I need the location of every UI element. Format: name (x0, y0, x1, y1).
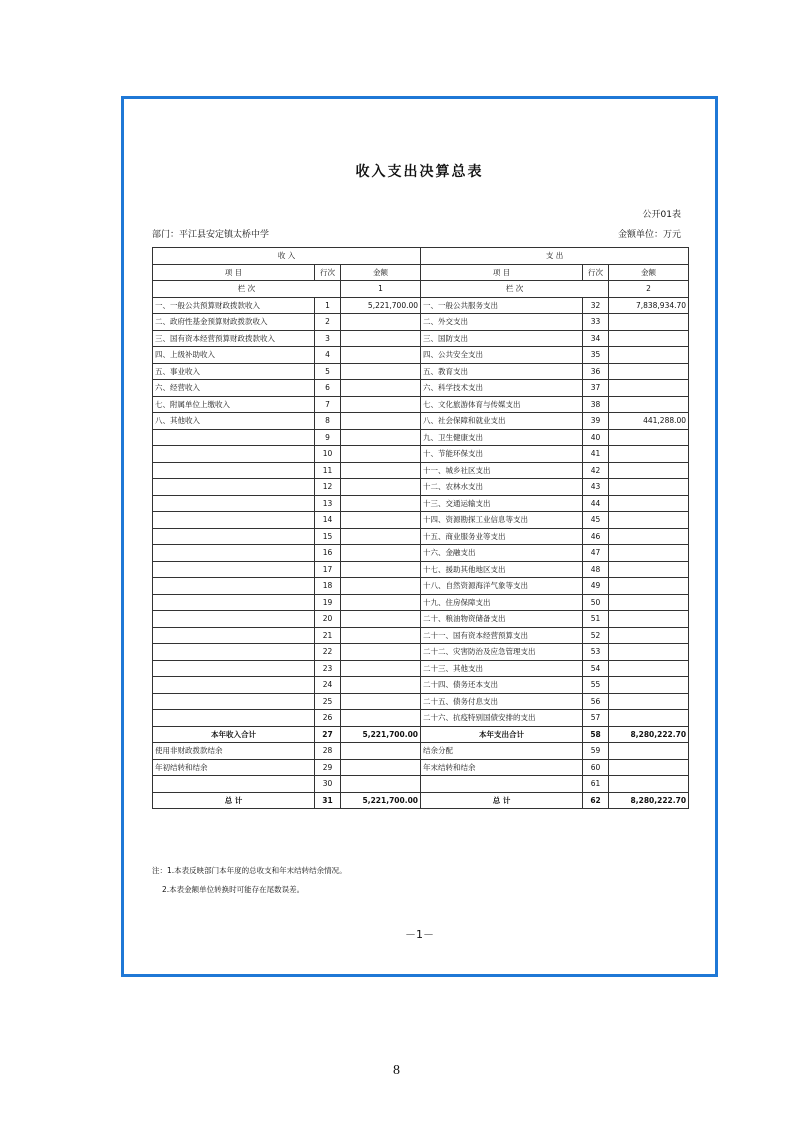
table-row (153, 710, 689, 727)
income-item-cell (153, 644, 315, 661)
expense-line-cell: 40 (583, 429, 609, 446)
header-row-columns (153, 264, 689, 281)
expense-item-cell: 九、卫生健康支出 (421, 429, 583, 446)
income-line-cell: 12 (315, 479, 341, 496)
expense-amount-cell (609, 693, 689, 710)
expense-item-cell: 二十五、债务付息支出 (421, 693, 583, 710)
expense-line-cell: 59 (583, 743, 609, 760)
income-item-cell: 七、附属单位上缴收入 (153, 396, 315, 413)
expense-line-cell: 46 (583, 528, 609, 545)
expense-amount-cell (609, 314, 689, 331)
expense-line-cell: 35 (583, 347, 609, 364)
expense-line-cell: 36 (583, 363, 609, 380)
table-row (153, 363, 689, 380)
income-item-cell (153, 677, 315, 694)
header-row-column-index (153, 281, 689, 298)
table-row (153, 759, 689, 776)
income-line-cell: 30 (315, 776, 341, 793)
total-row (153, 792, 689, 809)
income-line-cell: 5 (315, 363, 341, 380)
table-row (153, 462, 689, 479)
income-amount-cell (341, 776, 421, 793)
income-line-cell: 9 (315, 429, 341, 446)
expense-line-cell: 51 (583, 611, 609, 628)
expense-line-cell: 52 (583, 627, 609, 644)
expense-amount-cell (609, 429, 689, 446)
income-amount-cell (341, 528, 421, 545)
income-amount-cell (341, 644, 421, 661)
expense-amount-cell (609, 611, 689, 628)
income-amount-cell (341, 446, 421, 463)
expense-col-index: 2 (609, 281, 689, 298)
income-item-cell (153, 479, 315, 496)
income-item-cell: 使用非财政拨款结余 (153, 743, 315, 760)
income-item-cell: 五、事业收入 (153, 363, 315, 380)
income-line-cell: 29 (315, 759, 341, 776)
table-row (153, 545, 689, 562)
income-amount-cell (341, 660, 421, 677)
table-row (153, 429, 689, 446)
income-line-cell: 14 (315, 512, 341, 529)
table-row (153, 677, 689, 694)
expense-item-cell: 十、节能环保支出 (421, 446, 583, 463)
table-row (153, 314, 689, 331)
expense-item-cell: 十三、交通运输支出 (421, 495, 583, 512)
table-row (153, 660, 689, 677)
expense-line-cell: 58 (583, 726, 609, 743)
income-line-cell: 3 (315, 330, 341, 347)
expense-amount-cell (609, 710, 689, 727)
expense-line-cell: 38 (583, 396, 609, 413)
expense-line-cell: 41 (583, 446, 609, 463)
footnote-2: 2.本表金额单位转换时可能存在尾数误差。 (162, 885, 305, 894)
income-amount-cell: 5,221,700.00 (341, 792, 421, 809)
income-item-cell (153, 693, 315, 710)
expense-line-cell: 33 (583, 314, 609, 331)
income-item-cell (153, 446, 315, 463)
expense-line-cell: 45 (583, 512, 609, 529)
table-title: 收入支出决算总表 (355, 164, 484, 180)
expense-amount-cell: 8,280,222.70 (609, 726, 689, 743)
table-row (153, 479, 689, 496)
expense-amount-cell (609, 545, 689, 562)
expense-item-cell: 十一、城乡社区支出 (421, 462, 583, 479)
expense-item-cell: 四、公共安全支出 (421, 347, 583, 364)
income-item-cell (153, 710, 315, 727)
income-item-cell (153, 594, 315, 611)
income-item-cell: 三、国有资本经营预算财政拨款收入 (153, 330, 315, 347)
income-amount-header: 金额 (341, 264, 421, 281)
income-amount-cell (341, 363, 421, 380)
expense-item-cell: 六、科学技术支出 (421, 380, 583, 397)
expense-item-cell: 本年支出合计 (421, 726, 583, 743)
expense-line-cell: 62 (583, 792, 609, 809)
income-amount-cell (341, 314, 421, 331)
income-line-cell: 13 (315, 495, 341, 512)
income-amount-cell (341, 759, 421, 776)
expense-item-cell: 总 计 (421, 792, 583, 809)
expense-amount-cell (609, 677, 689, 694)
income-amount-cell (341, 545, 421, 562)
income-amount-cell (341, 330, 421, 347)
expense-line-cell: 42 (583, 462, 609, 479)
income-line-cell: 18 (315, 578, 341, 595)
table-row (153, 396, 689, 413)
table-row (153, 347, 689, 364)
expense-line-cell: 61 (583, 776, 609, 793)
income-amount-cell (341, 627, 421, 644)
footnotes (152, 861, 347, 899)
income-line-cell: 31 (315, 792, 341, 809)
expense-line-cell: 39 (583, 413, 609, 430)
income-item-cell (153, 495, 315, 512)
expense-amount-cell (609, 396, 689, 413)
expense-header: 支 出 (421, 248, 689, 265)
table-row (153, 611, 689, 628)
expense-line-cell: 43 (583, 479, 609, 496)
expense-amount-cell (609, 363, 689, 380)
income-line-cell: 19 (315, 594, 341, 611)
expense-amount-cell (609, 347, 689, 364)
income-item-cell: 四、上级补助收入 (153, 347, 315, 364)
income-item-cell (153, 776, 315, 793)
expense-amount-cell (609, 594, 689, 611)
income-line-cell: 10 (315, 446, 341, 463)
expense-amount-cell (609, 528, 689, 545)
income-item-cell: 二、政府性基金预算财政拨款收入 (153, 314, 315, 331)
expense-line-header: 行次 (583, 264, 609, 281)
income-item-cell (153, 660, 315, 677)
expense-item-cell: 二十、粮油物资储备支出 (421, 611, 583, 628)
expense-amount-cell (609, 759, 689, 776)
expense-line-cell: 55 (583, 677, 609, 694)
expense-item-cell: 十五、商业服务业等支出 (421, 528, 583, 545)
income-amount-cell (341, 413, 421, 430)
expense-item-cell: 二、外交支出 (421, 314, 583, 331)
income-amount-cell (341, 479, 421, 496)
table-row (153, 627, 689, 644)
form-number: 公开01表 (642, 210, 681, 220)
expense-line-cell: 54 (583, 660, 609, 677)
income-line-cell: 27 (315, 726, 341, 743)
expense-amount-cell (609, 561, 689, 578)
expense-item-cell: 十七、援助其他地区支出 (421, 561, 583, 578)
expense-amount-cell (609, 380, 689, 397)
income-amount-cell: 5,221,700.00 (341, 726, 421, 743)
income-line-cell: 6 (315, 380, 341, 397)
expense-line-cell: 32 (583, 297, 609, 314)
income-item-cell (153, 462, 315, 479)
expense-line-cell: 53 (583, 644, 609, 661)
income-amount-cell (341, 462, 421, 479)
income-line-cell: 7 (315, 396, 341, 413)
income-item-cell (153, 578, 315, 595)
expense-item-cell: 二十三、其他支出 (421, 660, 583, 677)
footnote-1: 注：1.本表反映部门本年度的总收支和年末结转结余情况。 (152, 866, 347, 875)
expense-item-header: 项 目 (421, 264, 583, 281)
expense-item-cell (421, 776, 583, 793)
expense-item-cell: 十二、农林水支出 (421, 479, 583, 496)
expense-col-label: 栏 次 (421, 281, 609, 298)
table-row (153, 528, 689, 545)
header-row-sections (153, 248, 689, 265)
expense-amount-cell (609, 660, 689, 677)
income-item-cell: 本年收入合计 (153, 726, 315, 743)
income-line-cell: 1 (315, 297, 341, 314)
expense-amount-cell: 8,280,222.70 (609, 792, 689, 809)
table-row (153, 297, 689, 314)
expense-amount-cell: 7,838,934.70 (609, 297, 689, 314)
expense-amount-cell (609, 512, 689, 529)
income-line-cell: 11 (315, 462, 341, 479)
table-row (153, 446, 689, 463)
income-line-cell: 24 (315, 677, 341, 694)
income-item-cell: 年初结转和结余 (153, 759, 315, 776)
income-amount-cell: 5,221,700.00 (341, 297, 421, 314)
income-header: 收 入 (153, 248, 421, 265)
expense-item-cell: 十九、住房保障支出 (421, 594, 583, 611)
income-line-cell: 17 (315, 561, 341, 578)
expense-line-cell: 34 (583, 330, 609, 347)
document-page-frame (121, 96, 718, 977)
expense-item-cell: 结余分配 (421, 743, 583, 760)
income-col-index: 1 (341, 281, 421, 298)
expense-item-cell: 二十二、灾害防治及应急管理支出 (421, 644, 583, 661)
expense-item-cell: 七、文化旅游体育与传媒支出 (421, 396, 583, 413)
expense-item-cell: 十六、金融支出 (421, 545, 583, 562)
income-item-cell (153, 528, 315, 545)
income-amount-cell (341, 578, 421, 595)
subtotal-row (153, 726, 689, 743)
expense-amount-cell: 441,288.00 (609, 413, 689, 430)
expense-item-cell: 十八、自然资源海洋气象等支出 (421, 578, 583, 595)
expense-amount-cell (609, 578, 689, 595)
table-row (153, 644, 689, 661)
income-item-cell (153, 512, 315, 529)
document-page-number: 8 (393, 1063, 400, 1078)
expense-amount-cell (609, 479, 689, 496)
expense-amount-cell (609, 743, 689, 760)
expense-amount-cell (609, 462, 689, 479)
expense-amount-cell (609, 644, 689, 661)
expense-item-cell: 年末结转和结余 (421, 759, 583, 776)
expense-line-cell: 50 (583, 594, 609, 611)
income-amount-cell (341, 380, 421, 397)
income-amount-cell (341, 611, 421, 628)
expense-amount-cell (609, 627, 689, 644)
income-line-header: 行次 (315, 264, 341, 281)
expense-item-cell: 二十四、债务还本支出 (421, 677, 583, 694)
table-row (153, 578, 689, 595)
income-col-label: 栏 次 (153, 281, 341, 298)
income-item-cell (153, 545, 315, 562)
department-label: 部门：平江县安定镇太桥中学 (152, 230, 270, 240)
income-line-cell: 8 (315, 413, 341, 430)
expense-line-cell: 44 (583, 495, 609, 512)
expense-item-cell: 二十六、抗疫特别国债安排的支出 (421, 710, 583, 727)
income-line-cell: 26 (315, 710, 341, 727)
expense-amount-cell (609, 776, 689, 793)
inner-page-number: －1－ (405, 928, 434, 941)
income-amount-cell (341, 594, 421, 611)
expense-line-cell: 57 (583, 710, 609, 727)
expense-item-cell: 三、国防支出 (421, 330, 583, 347)
expense-line-cell: 37 (583, 380, 609, 397)
expense-amount-cell (609, 330, 689, 347)
table-row (153, 743, 689, 760)
expense-line-cell: 49 (583, 578, 609, 595)
income-item-cell: 六、经营收入 (153, 380, 315, 397)
income-line-cell: 16 (315, 545, 341, 562)
income-amount-cell (341, 677, 421, 694)
table-row (153, 561, 689, 578)
expense-line-cell: 56 (583, 693, 609, 710)
income-item-cell: 总 计 (153, 792, 315, 809)
table-row (153, 512, 689, 529)
income-amount-cell (341, 396, 421, 413)
expense-item-cell: 二十一、国有资本经营预算支出 (421, 627, 583, 644)
income-item-header: 项 目 (153, 264, 315, 281)
income-item-cell (153, 611, 315, 628)
income-amount-cell (341, 512, 421, 529)
income-line-cell: 2 (315, 314, 341, 331)
expense-line-cell: 60 (583, 759, 609, 776)
income-amount-cell (341, 693, 421, 710)
income-line-cell: 22 (315, 644, 341, 661)
income-amount-cell (341, 495, 421, 512)
income-amount-cell (341, 429, 421, 446)
income-amount-cell (341, 710, 421, 727)
expense-amount-header: 金额 (609, 264, 689, 281)
income-item-cell: 八、其他收入 (153, 413, 315, 430)
table-row (153, 413, 689, 430)
table-row (153, 330, 689, 347)
table-row (153, 495, 689, 512)
expense-item-cell: 八、社会保障和就业支出 (421, 413, 583, 430)
income-line-cell: 23 (315, 660, 341, 677)
table-row (153, 380, 689, 397)
expense-item-cell: 十四、资源勘探工业信息等支出 (421, 512, 583, 529)
unit-label: 金额单位：万元 (617, 230, 681, 240)
expense-amount-cell (609, 495, 689, 512)
income-item-cell (153, 561, 315, 578)
income-line-cell: 20 (315, 611, 341, 628)
income-line-cell: 28 (315, 743, 341, 760)
income-item-cell (153, 429, 315, 446)
expense-amount-cell (609, 446, 689, 463)
expense-item-cell: 一、一般公共服务支出 (421, 297, 583, 314)
income-line-cell: 25 (315, 693, 341, 710)
income-amount-cell (341, 743, 421, 760)
expense-line-cell: 47 (583, 545, 609, 562)
income-amount-cell (341, 561, 421, 578)
income-item-cell: 一、一般公共预算财政拨款收入 (153, 297, 315, 314)
table-row (153, 776, 689, 793)
income-item-cell (153, 627, 315, 644)
expense-line-cell: 48 (583, 561, 609, 578)
income-line-cell: 4 (315, 347, 341, 364)
income-amount-cell (341, 347, 421, 364)
income-expense-table (152, 247, 689, 809)
table-row (153, 693, 689, 710)
table-row (153, 594, 689, 611)
income-line-cell: 21 (315, 627, 341, 644)
expense-item-cell: 五、教育支出 (421, 363, 583, 380)
income-line-cell: 15 (315, 528, 341, 545)
